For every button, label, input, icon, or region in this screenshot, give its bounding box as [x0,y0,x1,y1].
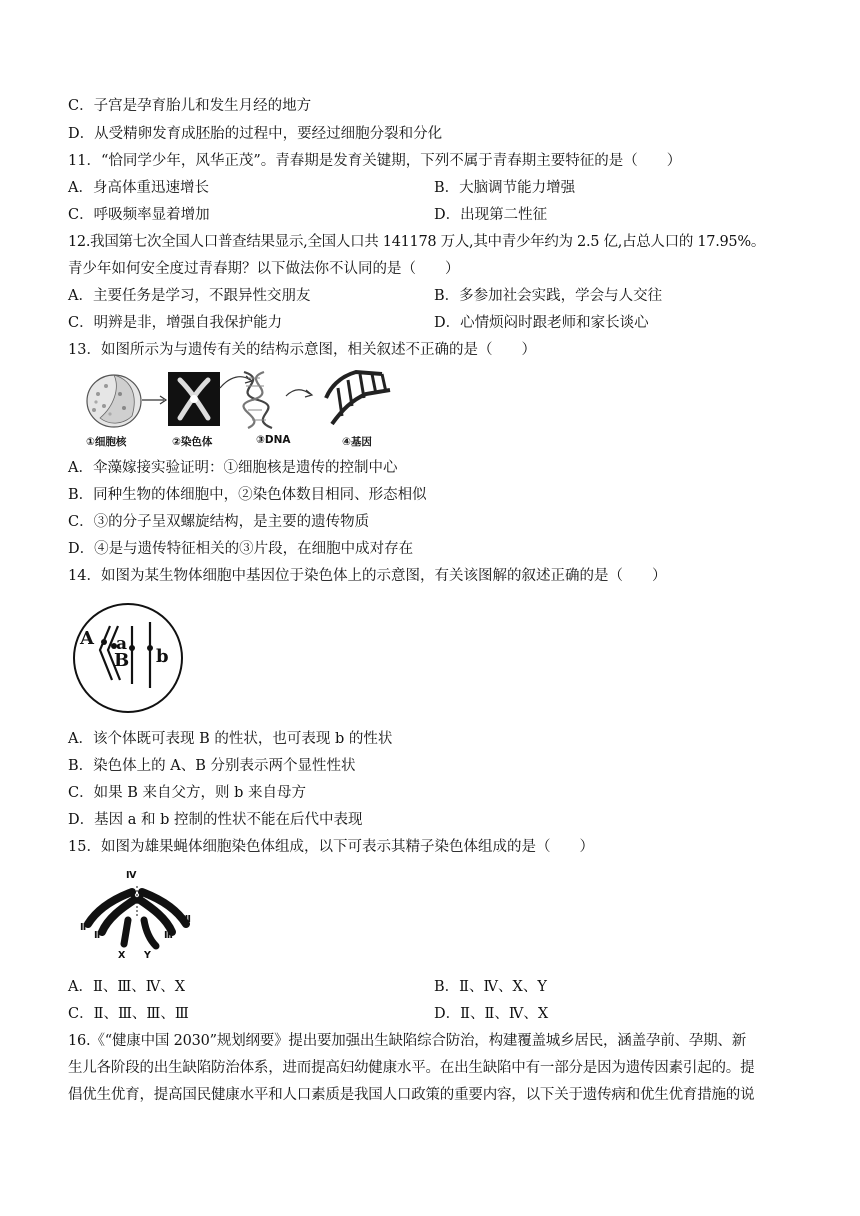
chromosome-X-label: X [118,950,126,961]
option-d-q10: D．从受精卵发育成胚胎的过程中，要经过细胞分裂和分化 [68,126,443,142]
q12-option-b: B．多参加社会实践，学会与人交往 [434,288,663,304]
gene-B-label: B [114,650,130,671]
gene-a-label: a [116,634,128,654]
q13-option-d: D．④是与遗传特征相关的③片段，在细胞中成对存在 [68,541,414,557]
chromosome-III-label-right: Ⅲ [182,914,191,925]
question-14: 14．如图为某生物体细胞中基因位于染色体上的示意图，有关该图解的叙述正确的是（ ） [68,568,667,584]
chromosome-label: ②染色体 [172,436,213,448]
q12-option-c: C．明辨是非，增强自我保护能力 [68,315,283,331]
q13-option-a: A．伞藻嫁接实验证明：①细胞核是遗传的控制中心 [68,460,398,476]
q11-option-d: D．出现第二性征 [434,207,548,223]
chromosome-Y-label: Y [144,950,151,961]
q14-option-d: D．基因 a 和 b 控制的性状不能在后代中表现 [68,812,363,828]
q11-option-a: A．身高体重迅速增长 [68,180,209,196]
gene-b-label: b [156,646,169,667]
q15-option-b: B．Ⅱ、Ⅳ、X、Y [434,979,547,995]
question-16: 16.《“健康中国 2030”规划纲要》提出要加强出生缺陷综合防治，构建覆盖城乡居民，涵盖孕前、孕期、新 [68,1033,746,1049]
dna-label: ③DNA [256,434,291,446]
question-13: 13．如图所示为与遗传有关的结构示意图，相关叙述不正确的是（ ） [68,342,536,358]
nucleus-label: ①细胞核 [86,436,127,448]
q14-option-b: B．染色体上的 A、B 分别表示两个显性性状 [68,758,356,774]
q11-option-c: C．呼吸频率显着增加 [68,207,210,223]
q13-option-c: C．③的分子呈双螺旋结构，是主要的遗传物质 [68,514,370,530]
option-c-q10: C．子宫是孕育胎儿和发生月经的地方 [68,98,312,114]
q11-option-b: B．大脑调节能力增强 [434,180,576,196]
q14-option-a: A．该个体既可表现 B 的性状，也可表现 b 的性状 [68,731,393,747]
q15-option-a: A．Ⅱ、Ⅲ、Ⅳ、X [68,979,186,995]
cell-nucleus-drawing [87,375,141,427]
q15-option-d: D．Ⅱ、Ⅱ、Ⅳ、X [434,1006,549,1022]
chromosome-II-label-left: Ⅱ [80,922,87,933]
chromosome-II-label-inner: Ⅱ [94,930,101,941]
gene-label: ④基因 [342,436,372,448]
question-15: 15．如图为雄果蝇体细胞染色体组成，以下可表示其精子染色体组成的是（ ） [68,839,594,855]
question-16-cont1: 生儿各阶段的出生缺陷防治体系，进而提高妇幼健康水平。在出生缺陷中有一部分是因为遗传因素引起的。提 [68,1060,755,1076]
genetics-structure-figure [80,366,410,454]
gene-A-label: A [80,628,94,649]
gene-ladder-drawing [326,372,390,424]
q12-option-d: D．心情烦闷时跟老师和家长谈心 [434,315,649,331]
question-11: 11．“恰同学少年，风华正茂”。青春期是发育关键期，下列不属于青春期主要特征的是（ ） [68,153,682,169]
q13-option-b: B．同种生物的体细胞中，②染色体数目相同、形态相似 [68,487,427,503]
fruitfly-chromosome-figure [76,870,202,964]
question-12: 12.我国第七次全国人口普查结果显示,全国人口共 141178 万人,其中青少年约为 2.5 亿,占总人口的 17.95%。 [68,234,766,250]
gene-chromosome-figure [70,600,188,716]
q12-option-a: A．主要任务是学习，不跟异性交朋友 [68,288,311,304]
dna-helix-drawing [243,372,272,428]
q15-option-c: C．Ⅱ、Ⅲ、Ⅲ、Ⅲ [68,1006,189,1022]
chromosome-IV-label: Ⅳ [126,870,137,881]
question-16-cont2: 倡优生优育，提高国民健康水平和人口素质是我国人口政策的重要内容，以下关于遗传病和优生优育措施的说 [68,1087,755,1103]
q14-option-c: C．如果 B 来自父方，则 b 来自母方 [68,785,306,801]
chromosome-drawing [168,372,220,426]
chromosome-III-label-inner: Ⅲ [164,930,173,941]
question-12-cont: 青少年如何安全度过青春期？以下做法你不认同的是（ ） [68,261,460,277]
